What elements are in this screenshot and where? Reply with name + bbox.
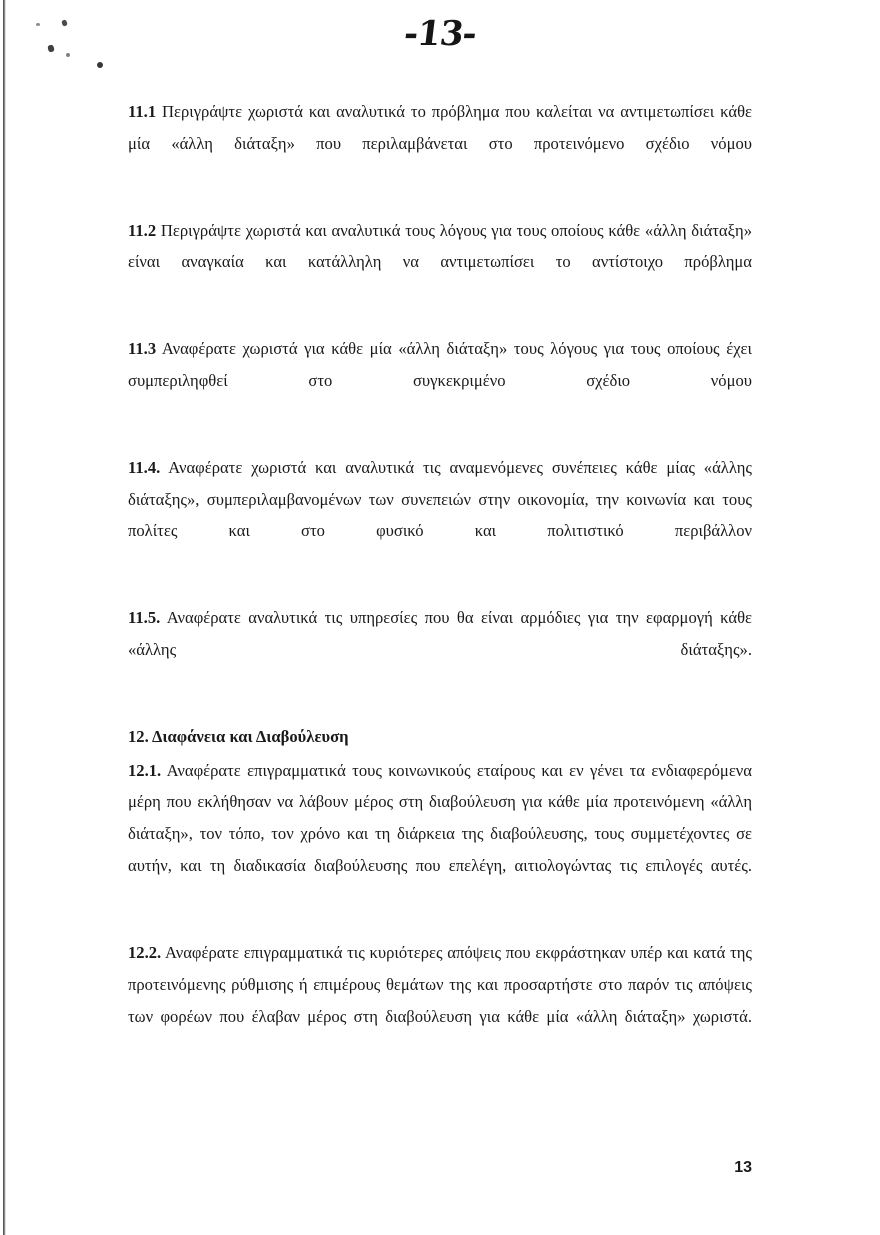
paragraph-number: 11.4. [128,457,161,477]
scan-speck [97,62,103,68]
paragraph-11-3 [128,333,752,429]
scan-binding-edge [3,0,6,1235]
paragraph-text: Αναφέρατε αναλυτικά τις υπηρεσίες που θα είναι αρμόδιες για την εφαρμογή κάθε «άλλης διάταξης». [128,608,752,660]
paragraph-text: Αναφέρατε χωριστά για κάθε μία «άλλη διάταξη» τους λόγους για τους οποίους έχει συμπεριληφθεί στο συγκεκριμένο σχέδιο νόμου [128,339,752,391]
section-heading-12: 12. Διαφάνεια και Διαβούλευση [128,726,349,746]
footer-page-number: 13 [734,1159,752,1176]
paragraph-number: 12.2. [128,942,162,962]
paragraph-12-1 [128,755,752,914]
paragraph-text: Αναφέρατε επιγραμματικά τις κυριότερες απόψεις που εκφράστηκαν υπέρ και κατά της προτεινόμενης ρύθμισης ή επιμέρους θεμάτων της και προσαρτήστε στο παρόν τις απόψεις των φορέων που έλαβαν μέρος στη διαβούλευση για κάθε μία «άλλη διάταξη» χωριστά. [128,942,752,1026]
paragraph-text: Αναφέρατε επιγραμματικά τους κοινωνικούς εταίρους και εν γένει τα ενδιαφερόμενα μέρη που εκλήθησαν να λάβουν μέρος στη διαβούλευση για κάθε μία προτεινόμενη «άλλη διάταξη», τον τόπο, τον χρόνο και τη διάρκεια της διαβούλευσης, τους συμμετέχοντες σε αυτήν, και τη διαδικασία διαβούλευσης που επελέγη, αιτιολογώντας τις επιλογές αυτές. [128,760,752,876]
paragraph-11-2 [128,215,752,311]
document-body [128,96,752,1087]
paragraph-number: 11.5. [128,608,161,628]
paragraph-11-4 [128,452,752,579]
scan-edge-highlight [0,0,3,1235]
paragraph-number: 12.1. [128,760,162,780]
paragraph-number: 11.3 [128,339,157,359]
paragraph-number: 11.1 [128,102,157,121]
paragraph-11-5 [128,602,752,698]
paragraph-text: Περιγράψτε χωριστά και αναλυτικά τους λόγους για τους οποίους κάθε «άλλη διάταξη» είναι αναγκαία και κατάλληλη να αντιμετωπίσει το αντίστοιχο πρόβλημα [128,220,752,272]
paragraph-text: Περιγράψτε χωριστά και αναλυτικά το πρόβλημα που καλείται να αντιμετωπίσει κάθε μία «άλλη διάταξη» που περιλαμβάνεται στο προτεινόμενο σχέδιο νόμου [128,102,752,153]
paragraph-text: Αναφέρατε χωριστά και αναλυτικά τις αναμενόμενες συνέπειες κάθε μίας «άλλης διάταξης», συμπεριλαμβανομένων των συνεπειών στην οικονομία, την κοινωνία και τους πολίτες και στο φυσικό και πολιτιστικό περιβάλλον [128,457,752,541]
paragraph-number: 11.2 [128,220,157,240]
handwritten-page-mark: -13- [401,14,479,54]
paragraph-12-2 [128,937,752,1064]
paragraph-11-1 [128,96,752,192]
